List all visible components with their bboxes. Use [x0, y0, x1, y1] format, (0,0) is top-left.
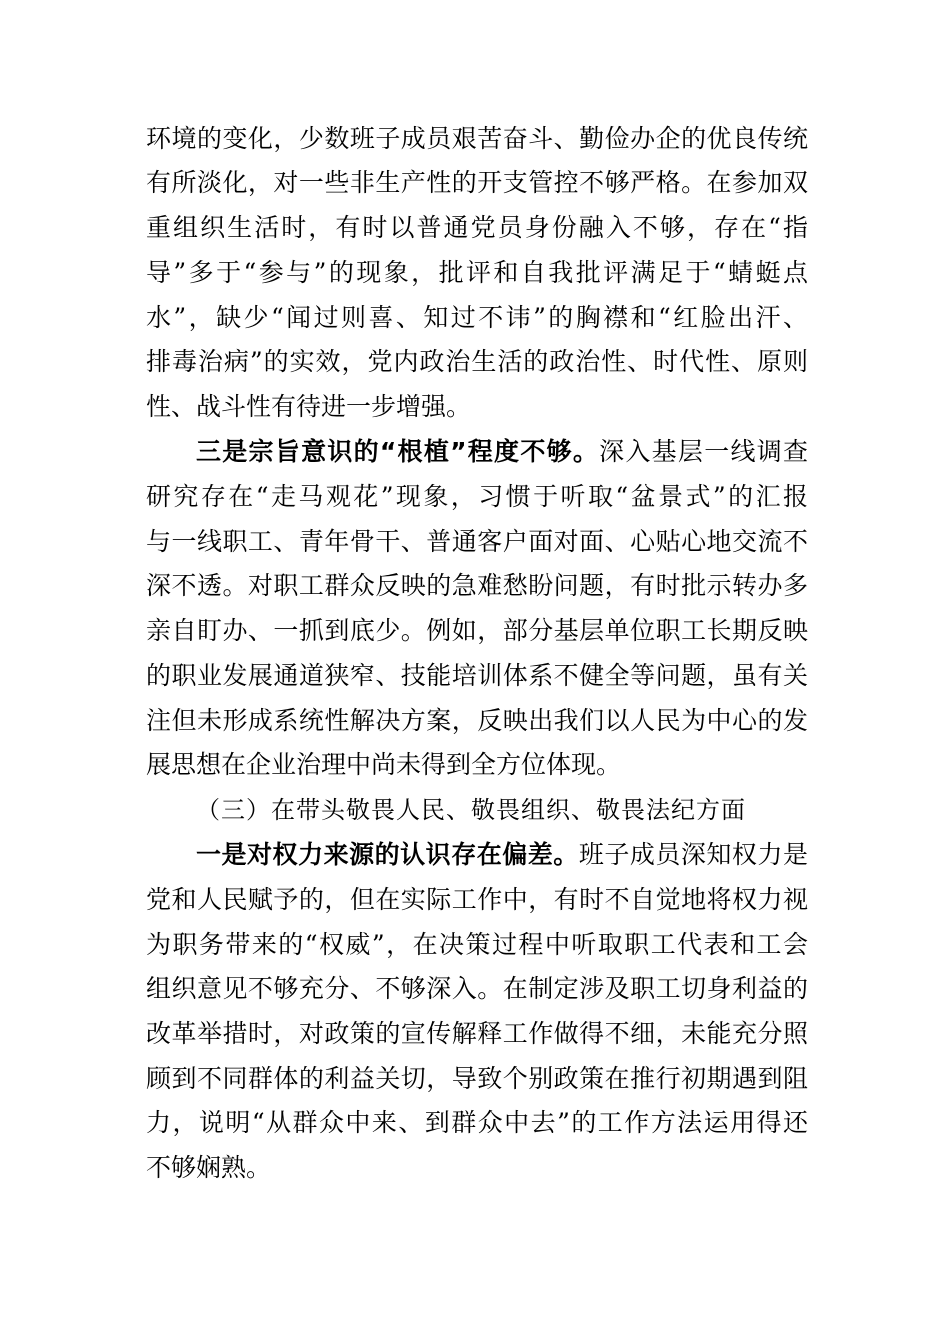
paragraph-3-line-2: 党和人民赋予的，但在实际工作中，有时不自觉地将权力视	[146, 885, 808, 914]
paragraph-2-first-line-rest: 深入基层一线调查	[599, 437, 808, 466]
paragraph-1-line-3: 重组织生活时，有时以普通党员身份融入不够，存在“指	[146, 213, 808, 242]
paragraph-2-line-1	[196, 432, 808, 472]
paragraph-3-bold-lead: 一是对权力来源的认识存在偏差。	[196, 840, 579, 869]
section-heading: （三）在带头敬畏人民、敬畏组织、敬畏法纪方面	[196, 796, 746, 824]
paragraph-2-line-4: 深不透。对职工群众反映的急难愁盼问题，有时批示转办多	[146, 571, 808, 600]
paragraph-3-line-7: 力，说明“从群众中来、到群众中去”的工作方法运用得还	[146, 1108, 808, 1137]
paragraph-1-line-7: 性、战斗性有待进一步增强。	[146, 392, 472, 421]
paragraph-3-line-8: 不够娴熟。	[146, 1153, 272, 1182]
paragraph-1-line-6: 排毒治病”的实效，党内政治生活的政治性、时代性、原则	[146, 347, 808, 376]
paragraph-3-line-1	[196, 835, 808, 875]
paragraph-3-line-4: 组织意见不够充分、不够深入。在制定涉及职工切身利益的	[146, 974, 808, 1003]
paragraph-3-first-line-rest: 班子成员深知权力是	[578, 840, 808, 869]
paragraph-2-line-8: 展思想在企业治理中尚未得到全方位体现。	[146, 750, 622, 779]
paragraph-3-line-5: 改革举措时，对政策的宣传解释工作做得不细，未能充分照	[146, 1019, 808, 1048]
paragraph-2-line-3: 与一线职工、青年骨干、普通客户面对面、心贴心地交流不	[146, 527, 808, 556]
paragraph-1-line-5: 水”，缺少“闻过则喜、知过不讳”的胸襟和“红脸出汗、	[146, 303, 808, 332]
paragraph-2-bold-lead: 三是宗旨意识的“根植”程度不够。	[196, 437, 600, 466]
paragraph-2-line-6: 的职业发展通道狭窄、技能培训体系不健全等问题，虽有关	[146, 661, 808, 690]
paragraph-2-line-2: 研究存在“走马观花”现象，习惯于听取“盆景式”的汇报	[146, 482, 808, 511]
paragraph-3-line-3: 为职务带来的“权威”，在决策过程中听取职工代表和工会	[146, 930, 808, 959]
paragraph-1-line-2: 有所淡化，对一些非生产性的开支管控不够严格。在参加双	[146, 168, 808, 197]
paragraph-2-line-5: 亲自盯办、一抓到底少。例如，部分基层单位职工长期反映	[146, 616, 808, 645]
paragraph-2-line-7: 注但未形成系统性解决方案，反映出我们以人民为中心的发	[146, 706, 808, 735]
paragraph-1-line-1: 环境的变化，少数班子成员艰苦奋斗、勤俭办企的优良传统	[146, 124, 808, 153]
paragraph-3-line-6: 顾到不同群体的利益关切，导致个别政策在推行初期遇到阻	[146, 1064, 808, 1093]
paragraph-1-line-4: 导”多于“参与”的现象，批评和自我批评满足于“蜻蜓点	[146, 258, 808, 287]
